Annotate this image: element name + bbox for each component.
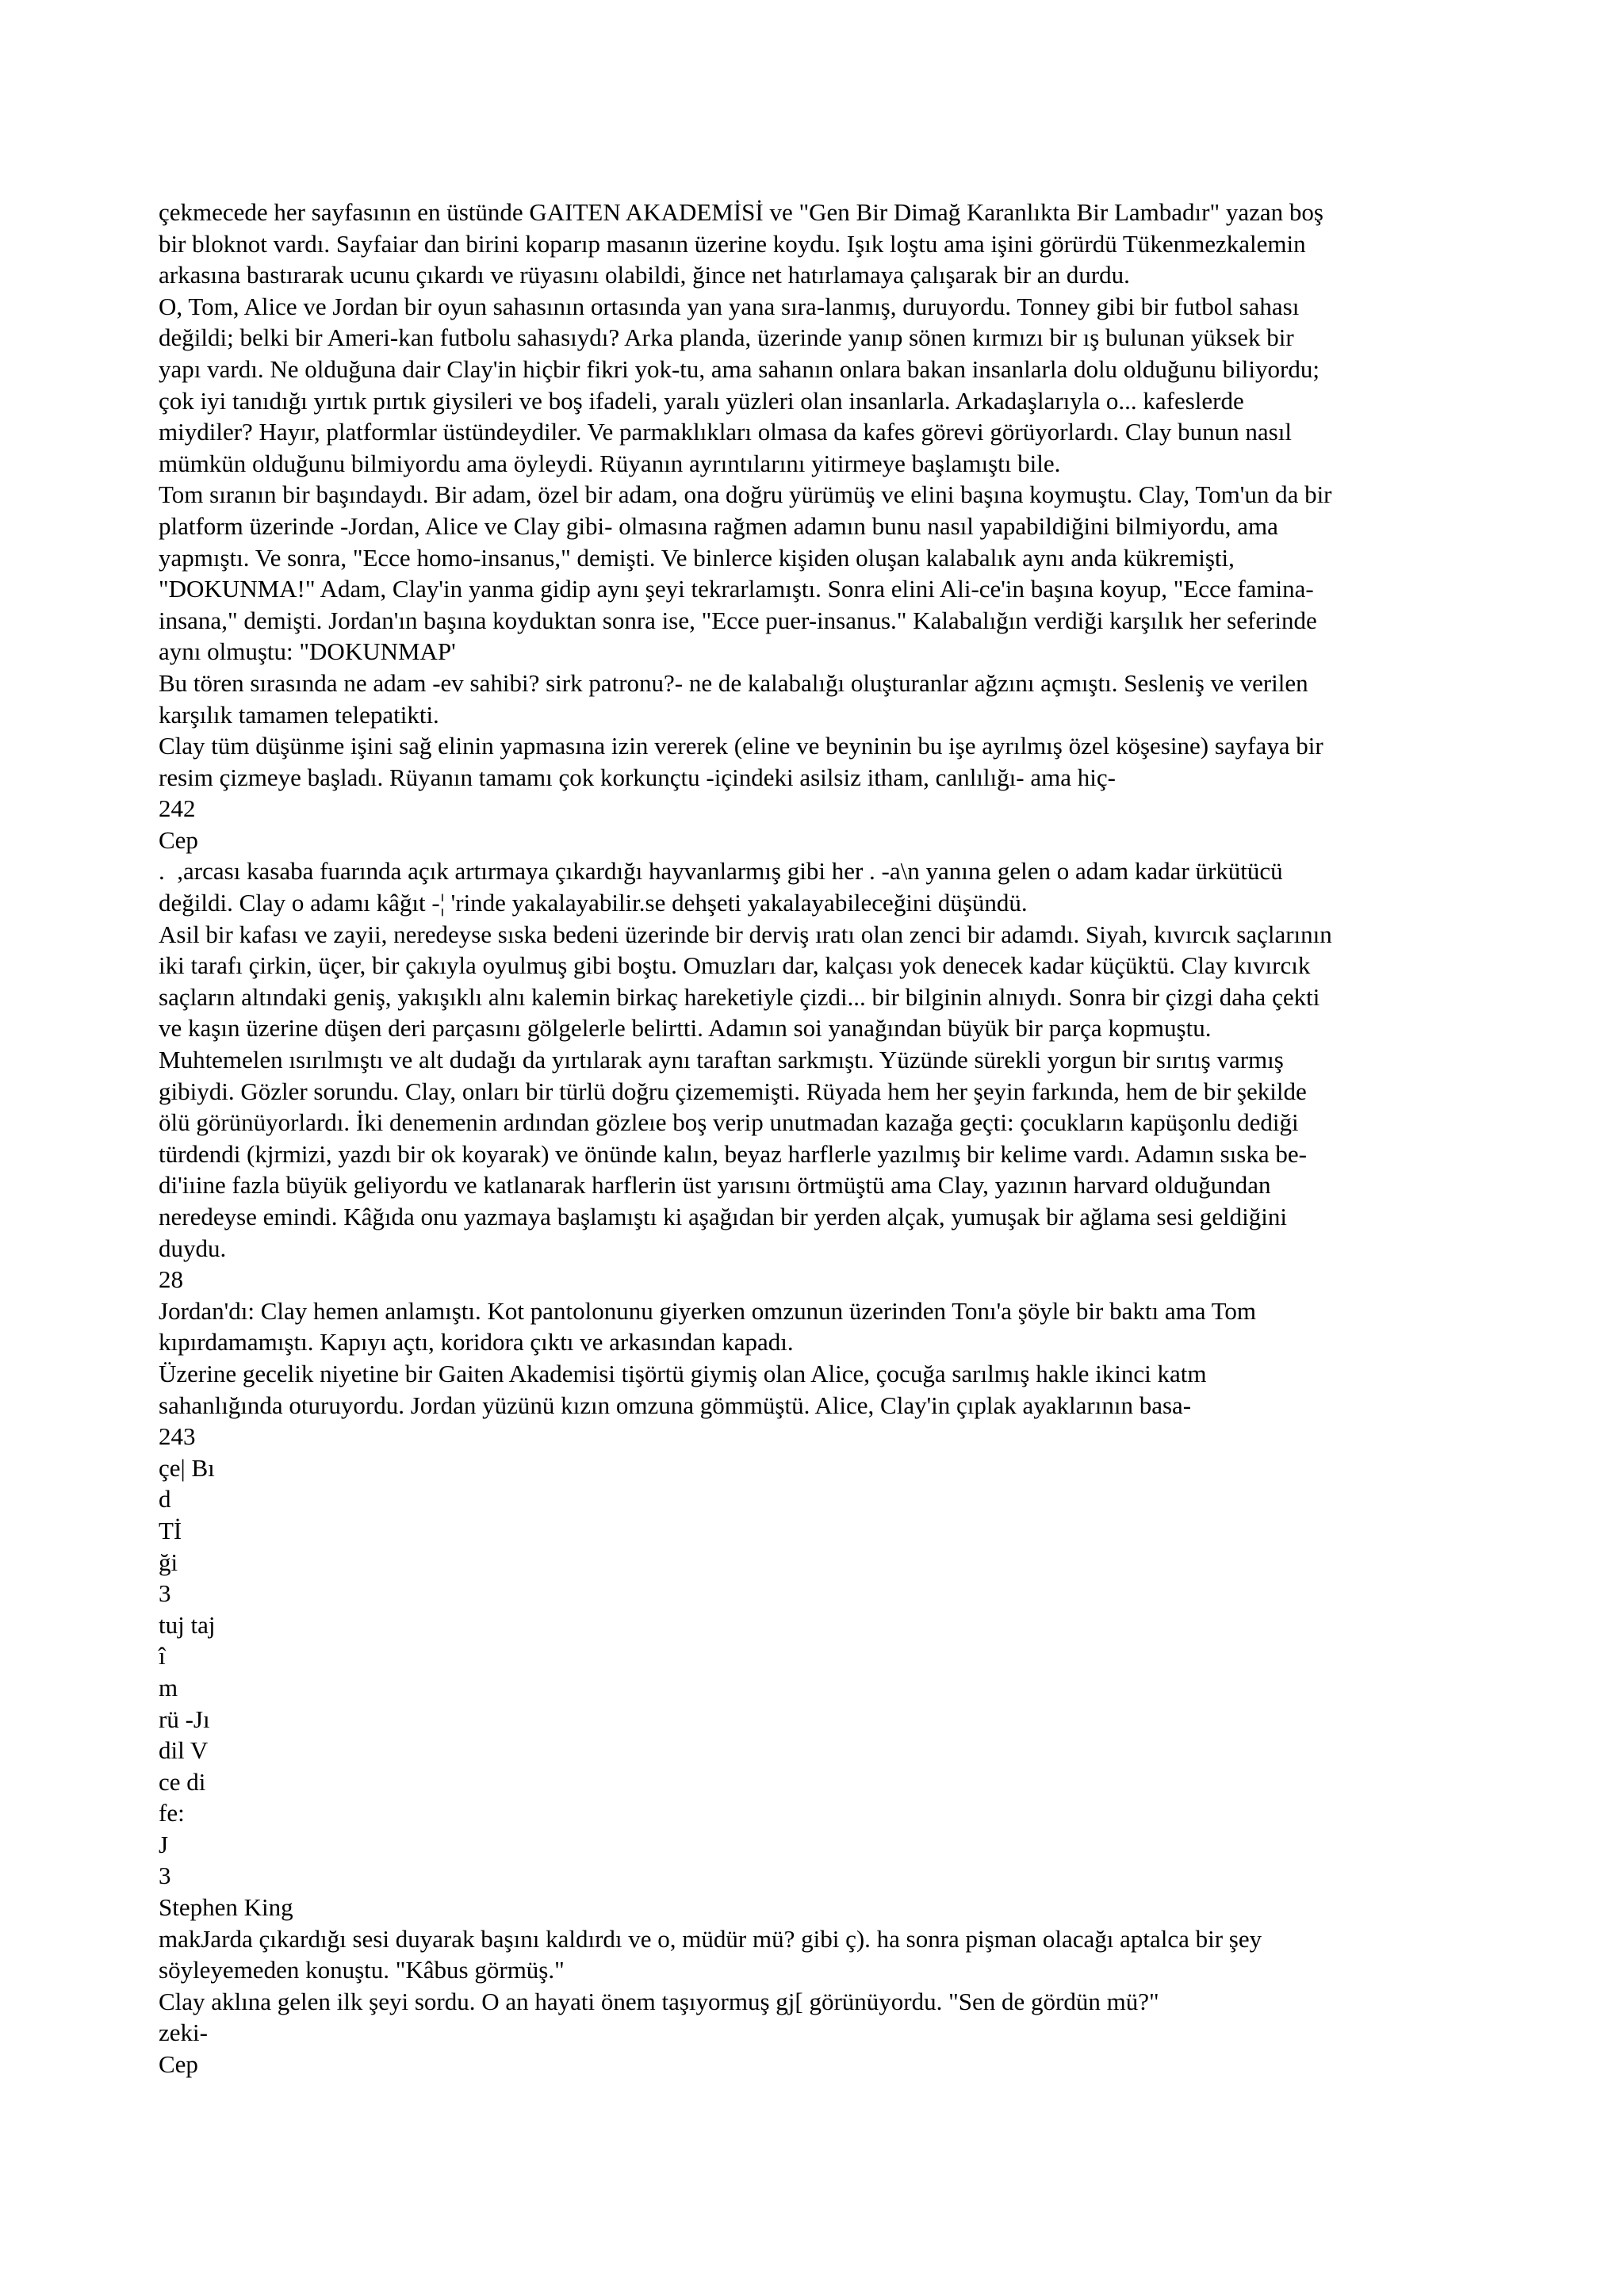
text-line: Asil bir kafası ve zayii, neredeyse sıska bedeni üzerinde bir derviş ıratı olan zenci bir adamdı. Siyah, kıvırcık saçlarının (159, 920, 1332, 948)
text-line: arkasına bastırarak ucunu çıkardı ve rüyasını olabildi, ğince net hatırlamaya çalışarak bir an durdu. (159, 261, 1130, 289)
text-line: duydu. (159, 1234, 227, 1262)
ocr-fragment: 3 (159, 1579, 171, 1608)
text-line: neredeyse emindi. Kâğıda onu yazmaya başlamıştı ki aşağıdan bir yerden alçak, yumuşak bir ağlama sesi geldiğini (159, 1203, 1287, 1230)
page-number: Jordan'dı: Clay hemen anlamıştı. Kot pantolonunu giyerken omzunun üzerinden Tonı'a şöyle bir baktı ama Tom (159, 1296, 1257, 1325)
text-line: makJarda çıkardığı sesi duyarak başını kaldırdı ve o, müdür mü? gibi ç). ha sonra pişman olacağı aptalca bir şey (159, 1924, 1262, 1953)
ocr-fragment: ce di (159, 1767, 206, 1796)
text-line: yapı vardı. Ne olduğuna dair Clay'in hiçbir fikri yok-tu, ama sahanın onlara bakan insanlarla dolu olduğunu biliyordu; (159, 354, 1320, 383)
ocr-fragment: m (159, 1673, 178, 1701)
document-page (159, 197, 1475, 2080)
ocr-fragment: dil V (159, 1736, 209, 1765)
text-line: Tom sıranın bir başındaydı. Bir adam, özel bir adam, ona doğru yürümüş ve elini başına koymuştu. Clay, Tom'un da bir (159, 480, 1332, 509)
ocr-fragment: Tİ (159, 1516, 182, 1544)
text-line: di'iıine fazla büyük geliyordu ve katlanarak harflerin üst yarısını örtmüştü ama Clay, yazının harvard olduğundan (159, 1171, 1271, 1200)
text-line: O, Tom, Alice ve Jordan bir oyun sahasının ortasında yan yana sıra-lanmış, duruyordu. Tonney gibi bir futbol sahası (159, 292, 1300, 320)
text-line: resim çizmeye başladı. Rüyanın tamamı çok korkunçtu -içindeki asilsiz itham, canlılığı- ama hiç- (159, 763, 1116, 791)
text-line: ölü görünüyorlardı. İki denemenin ardından gözleıe boş verip unutmadan kazağa geçti: çocukların kapüşonlu dediği (159, 1108, 1299, 1137)
text-line: platform üzerinde -Jordan, Alice ve Clay gibi- olmasına rağmen adamın bunu nasıl yapabildiğini bilmiyordu, ama (159, 511, 1278, 540)
text-line: kıpırdamamıştı. Kapıyı açtı, koridora çıktı ve arkasından kapadı. (159, 1328, 794, 1357)
text-line: ve kaşın üzerine düşen deri parçasını gölgelerle belirtti. Adamın soi yanağından büyük bir parça kopmuştu. (159, 1014, 1212, 1043)
ocr-fragment: fe: (159, 1799, 185, 1827)
ocr-fragment: 3 (159, 1862, 171, 1890)
text-line: "DOKUNMA!" Adam, Clay'in yanma gidip aynı şeyi tekrarlamıştı. Sonra elini Ali-ce'in başına koyup, "Ecce famina- (159, 575, 1314, 603)
text-line: söyleyemeden konuştu. "Kâbus görmüş." (159, 1956, 565, 1984)
ocr-fragment: d (159, 1485, 171, 1513)
text-line: saçların altındaki geniş, yakışıklı alnı kalemin birkaç hareketiyle çizdi... bir bilginin alnıydı. Sonra bir çizgi daha çekti (159, 982, 1320, 1011)
text-line: Clay tüm düşünme işini sağ elinin yapmasına izin vererek (eline ve beyninin bu işe ayrılmış özel köşesine) sayfaya bir (159, 732, 1323, 760)
running-header: Cep (159, 2050, 198, 2079)
ocr-fragment: tuj taj (159, 1610, 216, 1639)
text-line: türdendi (kjrmizi, yazdı bir ok koyarak) ve önünde kalın, beyaz harflerle yazılmış bir kelime vardı. Adamın sıska be- (159, 1139, 1307, 1168)
text-line: mümkün olduğunu bilmiyordu ama öyleydi. Rüyanın ayrıntılarını yitirmeye başlamıştı bile. (159, 449, 1061, 477)
text-line: sahanlığında oturuyordu. Jordan yüzünü kızın omzuna gömmüştü. Alice, Clay'in çıplak ayaklarının basa- (159, 1391, 1192, 1419)
running-header: Stephen King (159, 1893, 293, 1922)
text-line: insana," demişti. Jordan'ın başına koyduktan sonra ise, "Ecce puer-insanus." Kalabalığın verdiği karşılık her seferinde (159, 606, 1317, 634)
page-number: 242 (159, 794, 196, 823)
text-line: aynı olmuştu: "DOKUNMAP' (159, 637, 456, 666)
ocr-fragment: î (159, 1642, 166, 1670)
text-line: Muhtemelen ısırılmıştı ve alt dudağı da yırtılarak aynı taraftan sarkmıştı. Yüzünde sürekli yorgun bir sırıtış varmış (159, 1046, 1284, 1074)
text-line: değildi. Clay o adamı kâğıt -¦ 'rinde yakalayabilir.se dehşeti yakalayabileceğini düşündü. (159, 889, 1028, 917)
text-line: karşılık tamamen telepatikti. (159, 700, 439, 729)
running-header: Cep (159, 825, 198, 854)
text-line: . ,arcası kasaba fuarında açık artırmaya çıkardığı hayvanlarmış gibi her . -a\n yanına gelen o adam kadar ürkütücü (159, 857, 1283, 886)
text-line: değildi; belki bir Ameri-kan futbolu sahasıydı? Arka planda, üzerinde yanıp sönen kırmızı bir ış bulunan yüksek bir (159, 323, 1294, 352)
ocr-fragment: ği (159, 1548, 178, 1576)
ocr-fragment: J (159, 1830, 169, 1858)
text-line: bir bloknot vardı. Sayfaiar dan birini koparıp masanın üzerine koydu. Işık loştu ama işini görürdü Tükenmezkalemin (159, 229, 1306, 258)
text-line: Clay aklına gelen ilk şeyi sordu. O an hayati önem taşıyormuş gj[ görünüyordu. "Sen de gördün mü?" (159, 1987, 1159, 2015)
text-line: gibiydi. Gözler sorundu. Clay, onları bir türlü doğru çizememişti. Rüyada hem her şeyin farkında, hem de bir şekilde (159, 1077, 1307, 1105)
text-line: çok iyi tanıdığı yırtık pırtık giysileri ve boş ifadeli, yaralı yüzleri olan insanlarla. Arkadaşlarıyla o... kafeslerde (159, 386, 1244, 415)
text-line: 28 (159, 1265, 183, 1294)
text-line: yapmıştı. Ve sonra, "Ecce homo-insanus," demişti. Ve binlerce kişiden oluşan kalabalık aynı anda kükremişti, (159, 543, 1235, 572)
text-line: miydiler? Hayır, platformlar üstündeydiler. Ve parmaklıkları olmasa da kafes görevi görüyorlardı. Clay bunun nasıl (159, 418, 1292, 446)
text-line: Üzerine gecelik niyetine bir Gaiten Akademisi tişörtü giymiş olan Alice, çocuğa sarılmış hakle ikinci katm (159, 1359, 1207, 1387)
ocr-fragment: zeki- (159, 2019, 208, 2047)
page-number: çe| Bı (159, 1453, 215, 1482)
text-line: iki tarafı çirkin, üçer, bir çakıyla oyulmuş gibi boştu. Omuzları dar, kalçası yok denecek kadar küçüktü. Clay kıvırcık (159, 951, 1311, 980)
text-line: çekmecede her sayfasının en üstünde GAITEN AKADEMİSİ ve "Gen Bir Dimağ Karanlıkta Bir Lambadır" yazan boş (159, 198, 1323, 226)
ocr-fragment: rü -Jı (159, 1705, 210, 1733)
text-line: 243 (159, 1422, 196, 1451)
text-line: Bu tören sırasında ne adam -ev sahibi? sirk patronu?- ne de kalabalığı oluşturanlar ağzını açmıştı. Sesleniş ve verilen (159, 668, 1308, 697)
